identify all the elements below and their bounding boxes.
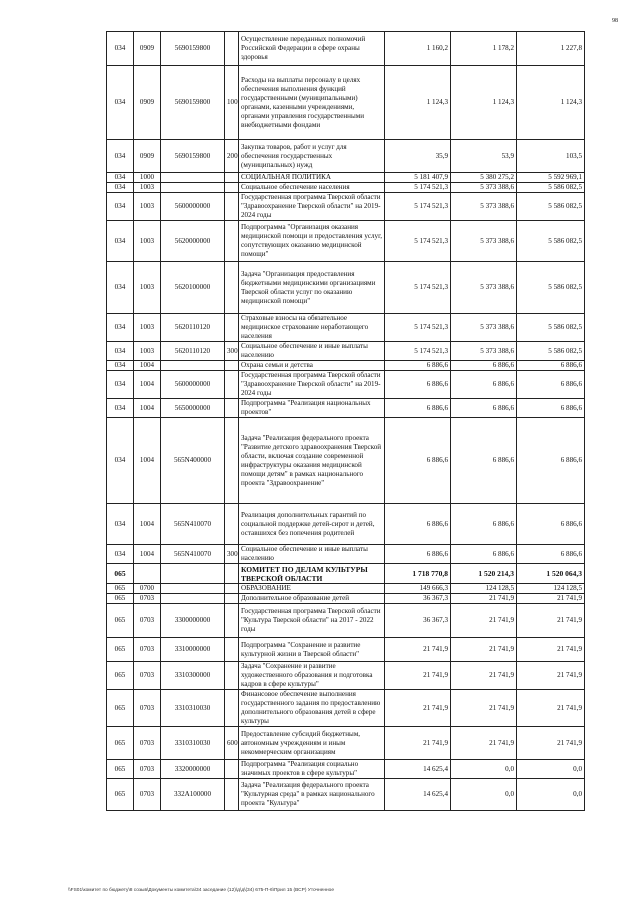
cell-amount-year1: 6 886,6 [385, 361, 451, 371]
cell-department: 034 [107, 418, 134, 504]
cell-department: 065 [107, 690, 134, 727]
table-row [107, 140, 585, 173]
cell-section: 0700 [134, 584, 161, 594]
cell-department: 065 [107, 727, 134, 760]
cell-amount-year3: 21 741,9 [517, 690, 585, 727]
cell-amount-year1: 21 741,9 [385, 662, 451, 690]
cell-expense-type [225, 361, 239, 371]
cell-name: Задача "Сохранение и развитие художественного образования и подготовка кадров в сфере культуры" [239, 662, 385, 690]
cell-amount-year3: 6 886,6 [517, 545, 585, 564]
cell-department: 065 [107, 662, 134, 690]
cell-amount-year2: 21 741,9 [451, 727, 517, 760]
table-row [107, 314, 585, 342]
table-row [107, 760, 585, 779]
cell-section: 0909 [134, 140, 161, 173]
cell-amount-year2: 5 373 388,6 [451, 342, 517, 361]
cell-section: 1003 [134, 262, 161, 314]
table-row [107, 584, 585, 594]
cell-amount-year1: 1 124,3 [385, 66, 451, 140]
cell-name: Социальное обеспечение населения [239, 183, 385, 193]
cell-department: 034 [107, 140, 134, 173]
cell-name: Задача "Реализация федерального проекта "Культурная среда" в рамках национального проекта "Культура" [239, 779, 385, 811]
cell-department: 034 [107, 221, 134, 262]
cell-name: Социальное обеспечение и иные выплаты населению [239, 545, 385, 564]
cell-expense-type [225, 594, 239, 604]
cell-expense-type [225, 314, 239, 342]
cell-target-article [161, 594, 225, 604]
cell-expense-type: 200 [225, 140, 239, 173]
cell-target-article: 5620100000 [161, 262, 225, 314]
cell-target-article: 5690159800 [161, 140, 225, 173]
cell-amount-year1: 1 160,2 [385, 32, 451, 66]
table-row [107, 66, 585, 140]
cell-name: Задача "Организация предоставления бюджетными медицинскими организациями Тверской области услуг по оказанию медицинской помощи" [239, 262, 385, 314]
table-row [107, 727, 585, 760]
cell-amount-year3: 0,0 [517, 779, 585, 811]
cell-section: 0703 [134, 727, 161, 760]
cell-amount-year2: 6 886,6 [451, 399, 517, 418]
cell-section: 1004 [134, 361, 161, 371]
cell-amount-year2: 5 373 388,6 [451, 221, 517, 262]
cell-section: 0703 [134, 779, 161, 811]
cell-amount-year1: 36 367,3 [385, 604, 451, 638]
cell-section: 1004 [134, 545, 161, 564]
cell-department: 034 [107, 173, 134, 183]
cell-amount-year2: 0,0 [451, 779, 517, 811]
cell-amount-year2: 5 373 388,6 [451, 314, 517, 342]
cell-section: 1003 [134, 342, 161, 361]
table-row [107, 342, 585, 361]
cell-amount-year3: 6 886,6 [517, 504, 585, 545]
cell-expense-type [225, 504, 239, 545]
cell-amount-year1: 6 886,6 [385, 418, 451, 504]
table-row [107, 32, 585, 66]
cell-target-article: 5620110120 [161, 342, 225, 361]
cell-department: 034 [107, 314, 134, 342]
cell-amount-year2: 5 373 388,6 [451, 262, 517, 314]
cell-section: 1004 [134, 371, 161, 399]
cell-amount-year1: 35,9 [385, 140, 451, 173]
cell-expense-type [225, 584, 239, 594]
cell-name: Государственная программа Тверской области "Культура Тверской области" на 2017 - 2022 годы [239, 604, 385, 638]
cell-name: Подпрограмма "Сохранение и развитие культурной жизни в Тверской области" [239, 638, 385, 662]
cell-name: Подпрограмма "Организация оказания медицинской помощи и предоставления услуг, сопутствующих оказанию медицинской помощи" [239, 221, 385, 262]
cell-section: 0703 [134, 604, 161, 638]
cell-target-article: 5620000000 [161, 221, 225, 262]
cell-department: 065 [107, 779, 134, 811]
cell-target-article [161, 173, 225, 183]
cell-name: Реализация дополнительных гарантий по социальной поддержке детей-сирот и детей, оставшихся без попечения родителей [239, 504, 385, 545]
cell-expense-type [225, 32, 239, 66]
cell-section: 1003 [134, 314, 161, 342]
cell-amount-year3: 103,5 [517, 140, 585, 173]
cell-amount-year1: 5 174 521,3 [385, 262, 451, 314]
table-row [107, 262, 585, 314]
cell-section: 1000 [134, 173, 161, 183]
cell-amount-year2: 6 886,6 [451, 371, 517, 399]
cell-target-article: 3310000000 [161, 638, 225, 662]
cell-amount-year3: 5 592 969,1 [517, 173, 585, 183]
cell-amount-year2: 1 520 214,3 [451, 564, 517, 584]
cell-department: 065 [107, 584, 134, 594]
cell-name: Предоставление субсидий бюджетным, автономным учреждениям и иным некоммерческим организациям [239, 727, 385, 760]
table-row [107, 690, 585, 727]
cell-section: 0909 [134, 32, 161, 66]
cell-section: 1004 [134, 399, 161, 418]
cell-amount-year1: 36 367,3 [385, 594, 451, 604]
cell-expense-type [225, 221, 239, 262]
cell-section: 1003 [134, 221, 161, 262]
cell-name: Страховые взносы на обязательное медицинское страхование неработающего населения [239, 314, 385, 342]
table-row [107, 361, 585, 371]
table-row [107, 564, 585, 584]
cell-amount-year2: 5 373 388,6 [451, 193, 517, 221]
cell-department: 034 [107, 504, 134, 545]
cell-target-article: 3310310030 [161, 727, 225, 760]
cell-name: Закупка товаров, работ и услуг для обеспечения государственных (муниципальных) нужд [239, 140, 385, 173]
cell-section [134, 564, 161, 584]
cell-expense-type [225, 399, 239, 418]
cell-amount-year3: 6 886,6 [517, 361, 585, 371]
cell-department: 065 [107, 760, 134, 779]
cell-section: 0703 [134, 690, 161, 727]
cell-amount-year1: 5 174 521,3 [385, 183, 451, 193]
cell-department: 034 [107, 66, 134, 140]
cell-section: 1003 [134, 193, 161, 221]
cell-amount-year3: 5 586 082,5 [517, 193, 585, 221]
cell-amount-year1: 5 174 521,3 [385, 314, 451, 342]
cell-amount-year2: 5 380 275,2 [451, 173, 517, 183]
cell-target-article: 5650000000 [161, 399, 225, 418]
cell-target-article: 565N400000 [161, 418, 225, 504]
cell-section: 0703 [134, 662, 161, 690]
table-row [107, 418, 585, 504]
cell-amount-year2: 53,9 [451, 140, 517, 173]
cell-amount-year3: 6 886,6 [517, 399, 585, 418]
cell-name: Социальное обеспечение и иные выплаты населению [239, 342, 385, 361]
cell-name: СОЦИАЛЬНАЯ ПОЛИТИКА [239, 173, 385, 183]
cell-amount-year2: 0,0 [451, 760, 517, 779]
cell-target-article: 3300000000 [161, 604, 225, 638]
table-row [107, 193, 585, 221]
cell-amount-year1: 21 741,9 [385, 638, 451, 662]
cell-amount-year2: 21 741,9 [451, 594, 517, 604]
cell-amount-year2: 5 373 388,6 [451, 183, 517, 193]
cell-amount-year2: 21 741,9 [451, 638, 517, 662]
cell-expense-type: 100 [225, 66, 239, 140]
cell-department: 034 [107, 361, 134, 371]
cell-amount-year3: 124 128,5 [517, 584, 585, 594]
cell-expense-type [225, 418, 239, 504]
cell-amount-year1: 14 625,4 [385, 779, 451, 811]
cell-expense-type: 300 [225, 545, 239, 564]
cell-amount-year2: 6 886,6 [451, 361, 517, 371]
cell-name: Государственная программа Тверской области "Здравоохранение Тверской области" на 2019-2024 годы [239, 371, 385, 399]
table-row [107, 662, 585, 690]
cell-target-article: 565N410070 [161, 545, 225, 564]
cell-amount-year3: 5 586 082,5 [517, 221, 585, 262]
cell-target-article [161, 564, 225, 584]
cell-name: Финансовое обеспечение выполнения государственного задания по предоставлению дополнительного образования детей в сфере культуры [239, 690, 385, 727]
cell-department: 065 [107, 594, 134, 604]
cell-amount-year1: 5 174 521,3 [385, 193, 451, 221]
cell-expense-type [225, 173, 239, 183]
table-row [107, 604, 585, 638]
cell-amount-year1: 5 174 521,3 [385, 221, 451, 262]
table-row [107, 221, 585, 262]
table-row [107, 504, 585, 545]
cell-amount-year3: 1 124,3 [517, 66, 585, 140]
cell-name: Задача "Реализация федерального проекта "Развитие детского здравоохранения Тверской области, включая создание современной инфраструктуры оказания медицинской помощи детям" в рамках национального проекта "Здравоохранение" [239, 418, 385, 504]
cell-name: КОМИТЕТ ПО ДЕЛАМ КУЛЬТУРЫ ТВЕРСКОЙ ОБЛАСТИ [239, 564, 385, 584]
cell-target-article: 5690159800 [161, 32, 225, 66]
cell-department: 034 [107, 371, 134, 399]
cell-section: 1003 [134, 183, 161, 193]
table-row [107, 173, 585, 183]
cell-name: Дополнительное образование детей [239, 594, 385, 604]
cell-expense-type [225, 760, 239, 779]
cell-target-article: 5600000000 [161, 371, 225, 399]
cell-department: 034 [107, 262, 134, 314]
cell-amount-year3: 5 586 082,5 [517, 314, 585, 342]
table-row [107, 594, 585, 604]
cell-amount-year1: 21 741,9 [385, 690, 451, 727]
cell-amount-year2: 21 741,9 [451, 690, 517, 727]
cell-amount-year2: 1 178,2 [451, 32, 517, 66]
table-row [107, 183, 585, 193]
footer-path: \\FS01\комитет по бюджету\8 созыв\Документы комитета\34 заседание (12)\д\д\(34) 675-П-6\Прил 15 (ВСР) Уточненное [68, 888, 334, 893]
cell-name: Государственная программа Тверской области "Здравоохранение Тверской области" на 2019-2024 годы [239, 193, 385, 221]
cell-amount-year1: 6 886,6 [385, 399, 451, 418]
cell-section: 0703 [134, 638, 161, 662]
cell-amount-year2: 21 741,9 [451, 604, 517, 638]
cell-expense-type [225, 690, 239, 727]
cell-expense-type [225, 183, 239, 193]
cell-department: 034 [107, 193, 134, 221]
cell-amount-year3: 6 886,6 [517, 371, 585, 399]
cell-target-article: 5600000000 [161, 193, 225, 221]
cell-department: 065 [107, 564, 134, 584]
cell-amount-year3: 21 741,9 [517, 638, 585, 662]
cell-amount-year1: 5 174 521,3 [385, 342, 451, 361]
cell-name: Осуществление переданных полномочий Российской Федерации в сфере охраны здоровья [239, 32, 385, 66]
cell-section: 1004 [134, 418, 161, 504]
table-row [107, 638, 585, 662]
cell-amount-year1: 14 625,4 [385, 760, 451, 779]
cell-amount-year3: 0,0 [517, 760, 585, 779]
cell-department: 034 [107, 399, 134, 418]
cell-amount-year1: 21 741,9 [385, 727, 451, 760]
cell-expense-type [225, 371, 239, 399]
cell-expense-type: 300 [225, 342, 239, 361]
cell-amount-year3: 1 520 064,3 [517, 564, 585, 584]
cell-target-article: 565N410070 [161, 504, 225, 545]
cell-amount-year1: 6 886,6 [385, 545, 451, 564]
cell-expense-type: 600 [225, 727, 239, 760]
cell-name: Охрана семьи и детства [239, 361, 385, 371]
cell-amount-year2: 6 886,6 [451, 418, 517, 504]
cell-amount-year2: 21 741,9 [451, 662, 517, 690]
cell-expense-type [225, 638, 239, 662]
cell-amount-year3: 5 586 082,5 [517, 262, 585, 314]
budget-table [106, 31, 585, 811]
cell-department: 065 [107, 604, 134, 638]
cell-amount-year3: 21 741,9 [517, 727, 585, 760]
cell-amount-year2: 124 128,5 [451, 584, 517, 594]
cell-department: 065 [107, 638, 134, 662]
cell-target-article [161, 361, 225, 371]
cell-expense-type [225, 604, 239, 638]
table-row [107, 371, 585, 399]
cell-amount-year1: 5 181 407,9 [385, 173, 451, 183]
cell-target-article: 5690159800 [161, 66, 225, 140]
cell-expense-type [225, 193, 239, 221]
cell-amount-year3: 5 586 082,5 [517, 183, 585, 193]
cell-department: 034 [107, 545, 134, 564]
cell-target-article [161, 183, 225, 193]
cell-expense-type [225, 564, 239, 584]
cell-target-article: 5620110120 [161, 314, 225, 342]
cell-department: 034 [107, 342, 134, 361]
cell-section: 0909 [134, 66, 161, 140]
cell-amount-year1: 6 886,6 [385, 504, 451, 545]
cell-amount-year3: 1 227,8 [517, 32, 585, 66]
cell-amount-year1: 149 666,3 [385, 584, 451, 594]
cell-amount-year2: 1 124,3 [451, 66, 517, 140]
cell-department: 034 [107, 183, 134, 193]
cell-amount-year3: 21 741,9 [517, 604, 585, 638]
cell-amount-year2: 6 886,6 [451, 545, 517, 564]
cell-target-article: 3320000000 [161, 760, 225, 779]
table-row [107, 399, 585, 418]
table-row [107, 545, 585, 564]
cell-target-article: 3310300000 [161, 662, 225, 690]
cell-amount-year1: 6 886,6 [385, 371, 451, 399]
cell-amount-year3: 5 586 082,5 [517, 342, 585, 361]
cell-department: 034 [107, 32, 134, 66]
cell-expense-type [225, 262, 239, 314]
cell-name: Подпрограмма "Реализация социально значимых проектов в сфере культуры" [239, 760, 385, 779]
cell-amount-year2: 6 886,6 [451, 504, 517, 545]
cell-amount-year3: 21 741,9 [517, 594, 585, 604]
cell-amount-year1: 1 718 770,8 [385, 564, 451, 584]
cell-expense-type [225, 779, 239, 811]
cell-amount-year3: 6 886,6 [517, 418, 585, 504]
cell-target-article: 3310310030 [161, 690, 225, 727]
cell-section: 1004 [134, 504, 161, 545]
table-row [107, 779, 585, 811]
cell-target-article [161, 584, 225, 594]
cell-name: Подпрограмма "Реализация национальных проектов" [239, 399, 385, 418]
cell-name: ОБРАЗОВАНИЕ [239, 584, 385, 594]
cell-section: 0703 [134, 594, 161, 604]
cell-target-article: 332A100000 [161, 779, 225, 811]
cell-expense-type [225, 662, 239, 690]
cell-amount-year3: 21 741,9 [517, 662, 585, 690]
cell-name: Расходы на выплаты персоналу в целях обеспечения выполнения функций государственными (муниципальными) органами, казенными учреждениями, органами управления государственными внебюджетными фондами [239, 66, 385, 140]
page-number: 98 [612, 18, 618, 24]
cell-section: 0703 [134, 760, 161, 779]
